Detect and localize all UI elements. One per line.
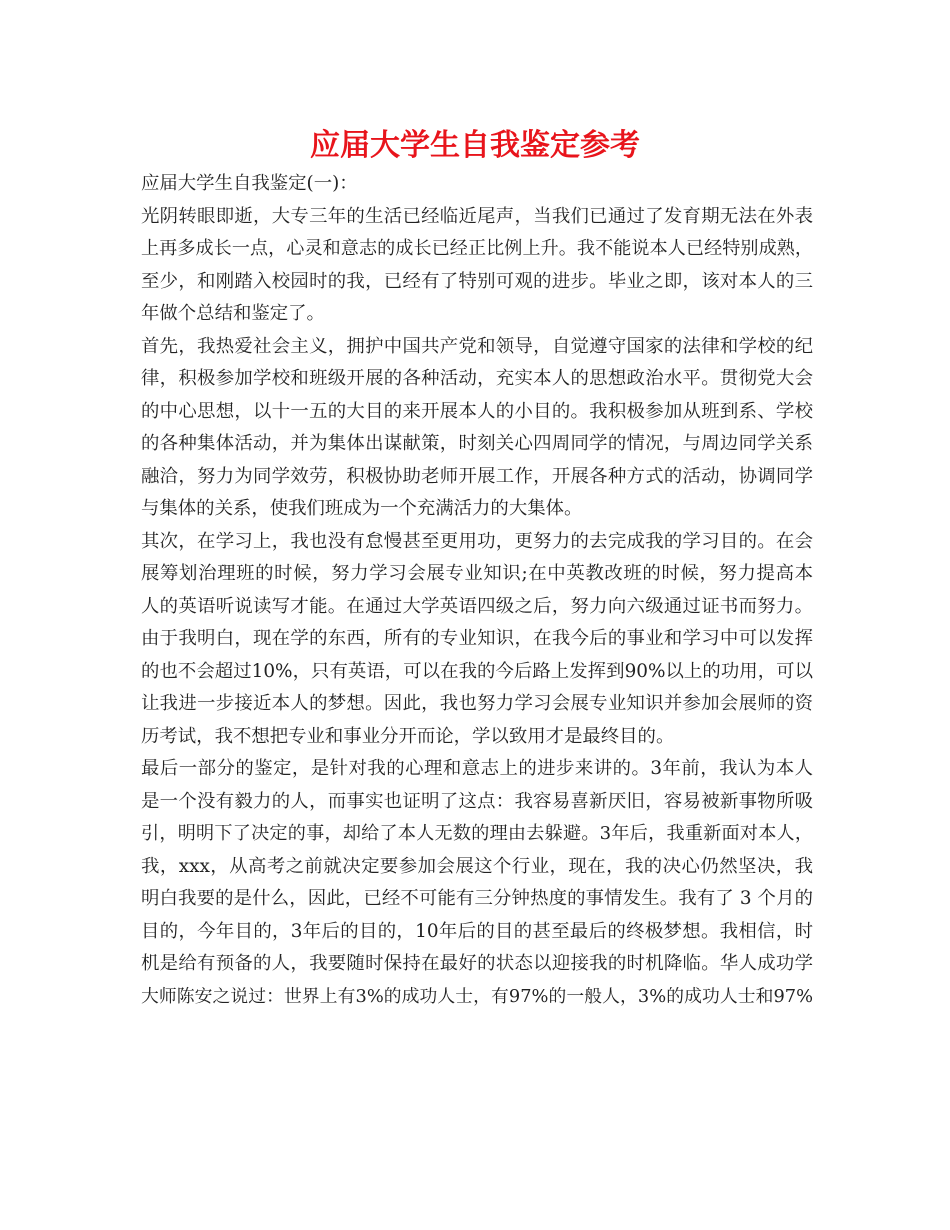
- body-line: 其次，在学习上，我也没有怠慢甚至更用功，更努力的去完成我的学习目的。在会: [141, 530, 813, 552]
- body-line: 让我进一步接近本人的梦想。因此，我也努力学习会展专业知识并参加会展师的资: [141, 693, 813, 714]
- body-line: 由于我明白，现在学的东西，所有的专业知识，在我今后的事业和学习中可以发挥: [141, 628, 813, 649]
- body-line: 年做个总结和鉴定了。: [141, 303, 325, 324]
- body-line: 律，积极参加学校和班级开展的各种活动，充实本人的思想政治水平。贯彻党大会: [141, 368, 813, 389]
- body-line: 最后一部分的鉴定，是针对我的心理和意志上的进步来讲的。3年前，我认为本人: [141, 758, 813, 779]
- body-line: 目的，今年目的，3年后的目的，10年后的目的甚至最后的终极梦想。我相信，时: [141, 920, 813, 942]
- body-line: 融洽，努力为同学效劳，积极协助老师开展工作，开展各种方式的活动，协调同学: [141, 465, 813, 487]
- body-line: 历考试，我不想把专业和事业分开而论，学以致用才是最终目的。: [141, 725, 675, 747]
- document-title: 应届大学生自我鉴定参考: [310, 128, 640, 163]
- body-line: 光阴转眼即逝，大专三年的生活已经临近尾声，当我们已通过了发育期无法在外表: [141, 205, 813, 227]
- body-line: 大师陈安之说过：世界上有3%的成功人士，有97%的一般人，3%的成功人士和97%: [141, 985, 813, 1007]
- body-line: 展筹划治理班的时候，努力学习会展专业知识;在中英教改班的时候，努力提高本: [141, 563, 813, 584]
- body-line: 的也不会超过10%，只有英语，可以在我的今后路上发挥到90%以上的功用，可以: [141, 660, 813, 682]
- body-line: 明白我要的是什么，因此，已经不可能有三分钟热度的事情发生。我有了 3 个月的: [141, 888, 813, 909]
- body-line: 人的英语听说读写才能。在通过大学英语四级之后，努力向六级通过证书而努力。: [141, 595, 813, 617]
- body-line: 引，明明下了决定的事，却给了本人无数的理由去躲避。3年后，我重新面对本人，: [141, 823, 813, 844]
- body-line: 的各种集体活动，并为集体出谋献策，时刻关心四周同学的情况，与周边同学关系: [141, 433, 813, 454]
- body-line: 我，xxx，从高考之前就决定要参加会展这个行业，现在，我的决心仍然坚决，我: [141, 855, 813, 877]
- body-line: 应届大学生自我鉴定(一)：: [141, 173, 358, 194]
- document-body: [141, 168, 813, 1013]
- body-line: 与集体的关系，使我们班成为一个充满活力的大集体。: [141, 498, 583, 519]
- body-line: 至少，和刚踏入校园时的我，已经有了特别可观的进步。毕业之即，该对本人的三: [141, 270, 813, 292]
- body-line: 首先，我热爱社会主义，拥护中国共产党和领导，自觉遵守国家的法律和学校的纪: [141, 335, 813, 357]
- body-line: 机是给有预备的人，我要随时保持在最好的状态以迎接我的时机降临。华人成功学: [141, 953, 813, 974]
- body-line: 是一个没有毅力的人，而事实也证明了这点：我容易喜新厌旧，容易被新事物所吸: [141, 790, 813, 812]
- body-line: 的中心思想，以十一五的大目的来开展本人的小目的。我积极参加从班到系、学校: [141, 400, 813, 422]
- body-line: 上再多成长一点，心灵和意志的成长已经正比例上升。我不能说本人已经特别成熟，: [141, 238, 813, 259]
